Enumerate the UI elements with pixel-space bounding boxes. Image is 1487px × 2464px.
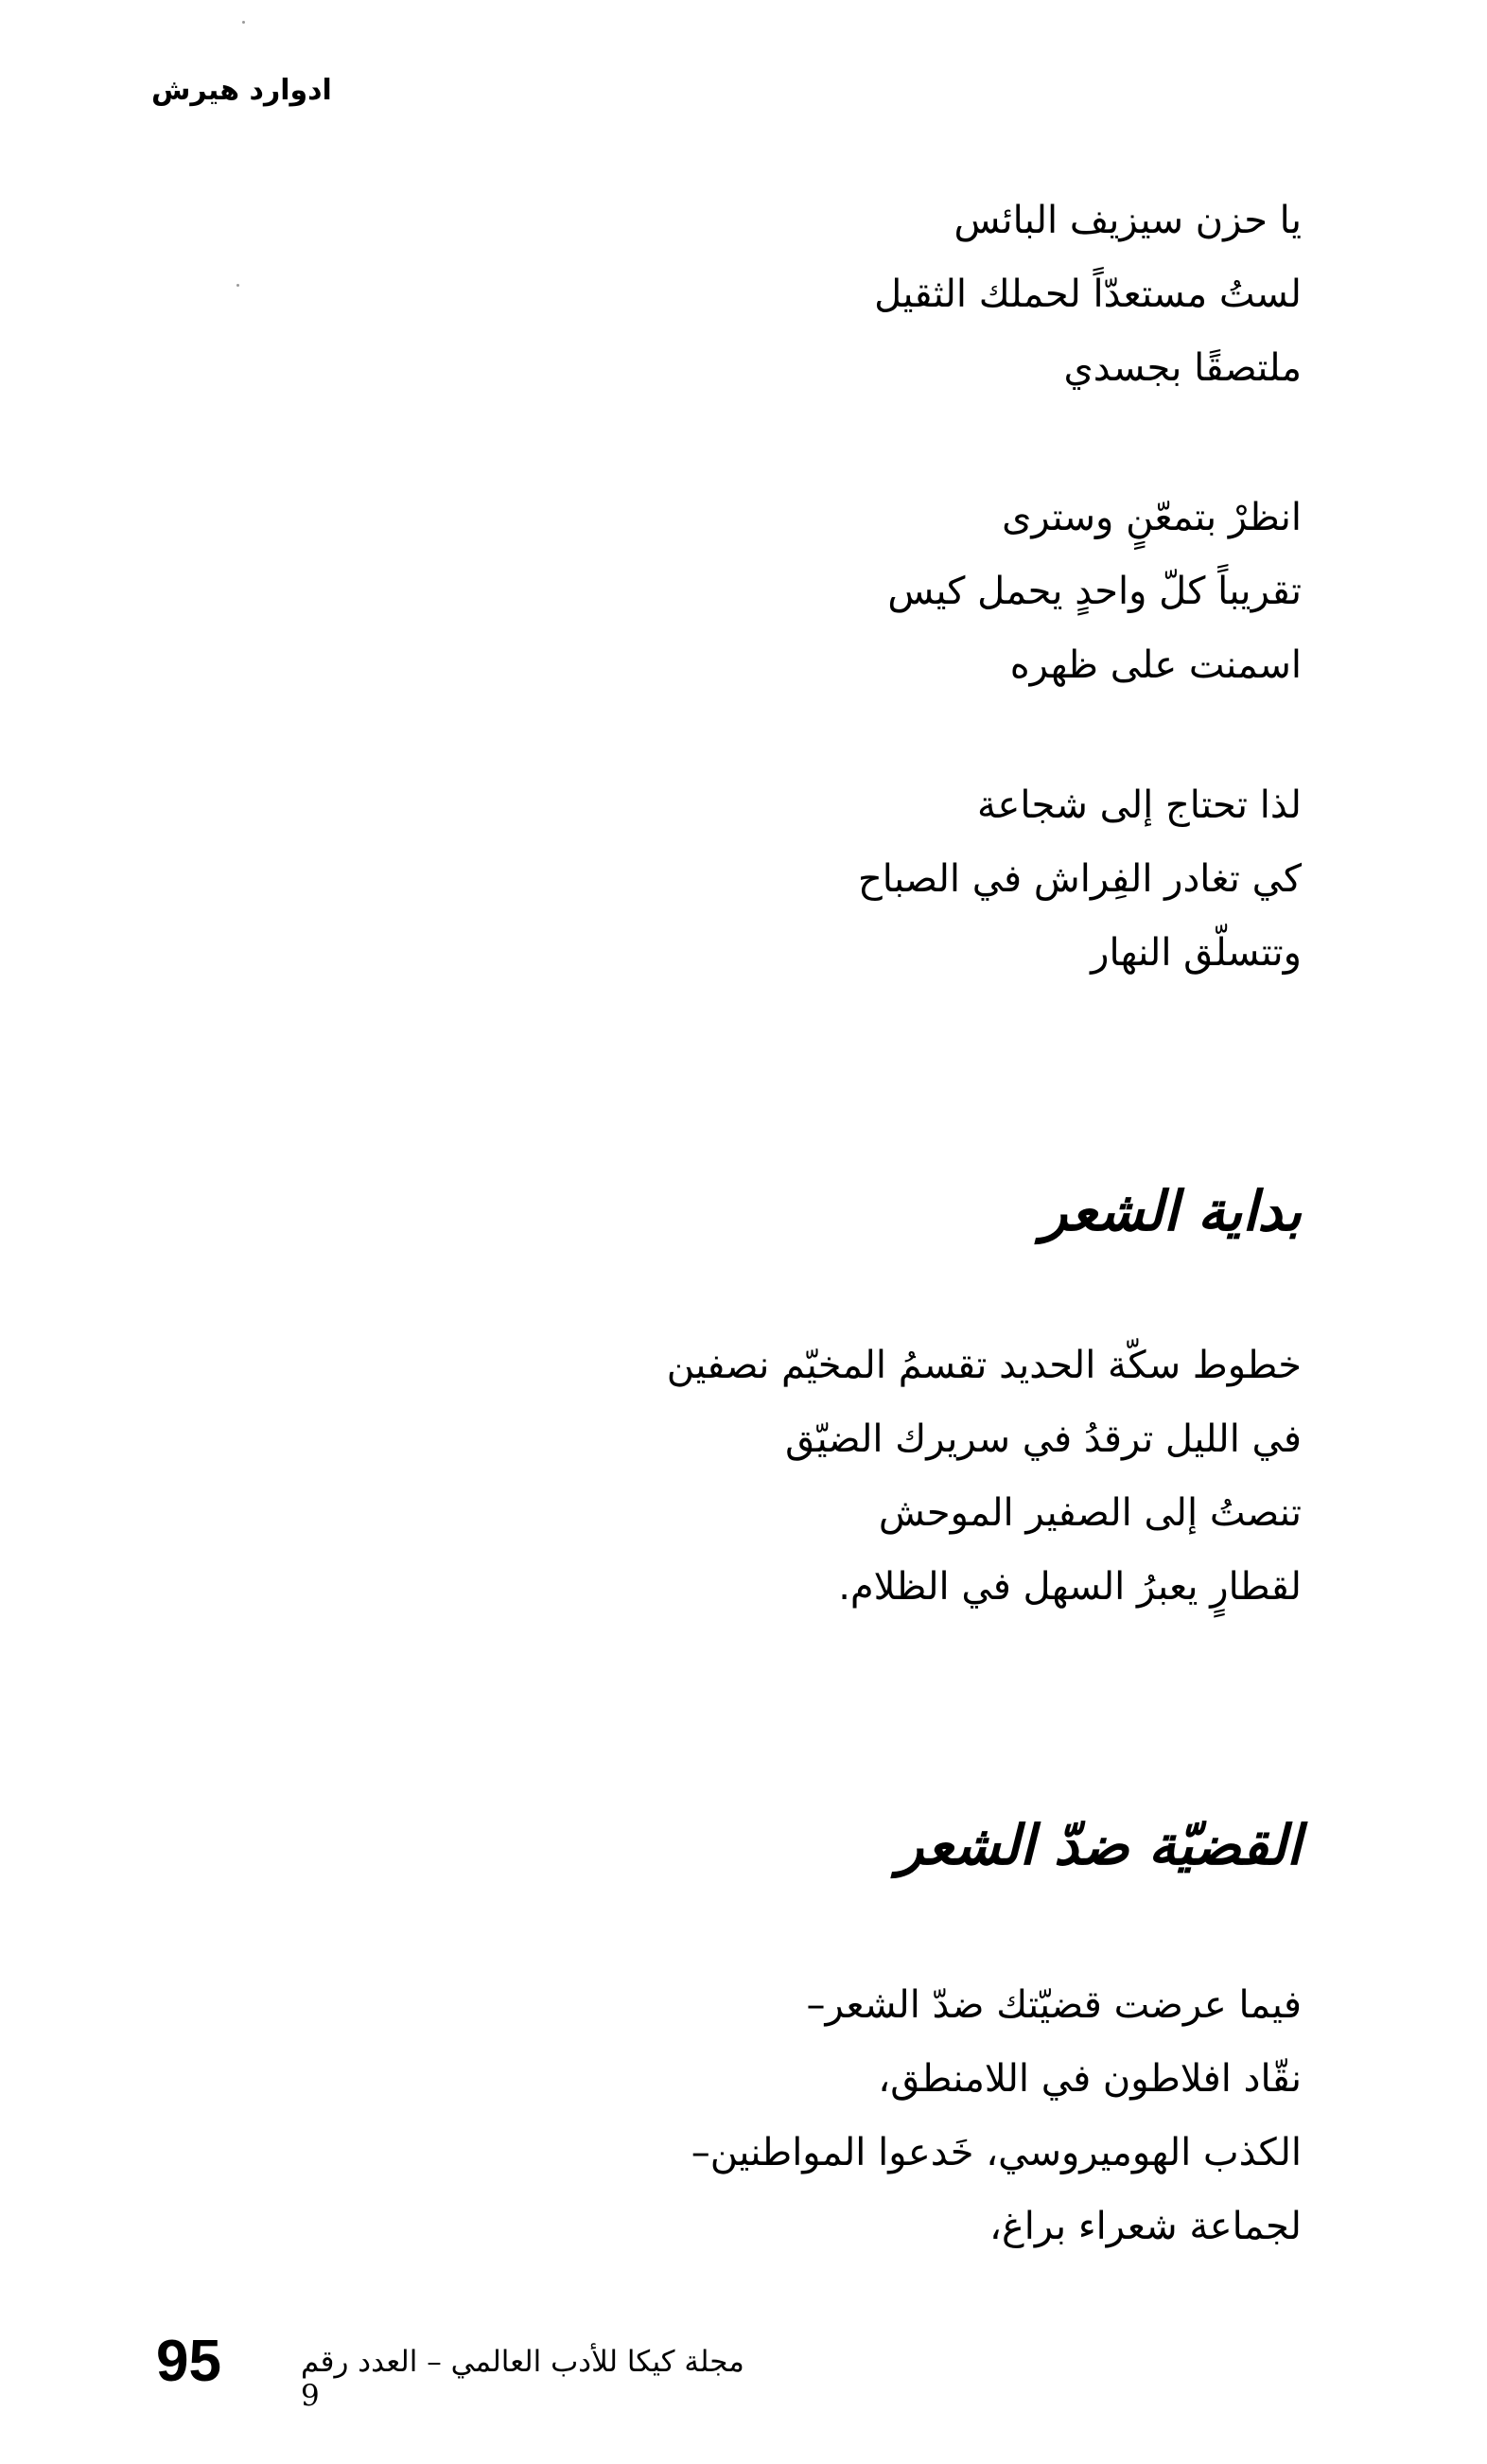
scan-speck <box>236 284 239 287</box>
poem-line: وتتسلّق النهار <box>1091 931 1302 975</box>
poem-line: خطوط سكّة الحديد تقسمُ المخيّم نصفين <box>666 1344 1302 1387</box>
page-number: 95 <box>156 2329 221 2394</box>
poem-line: لقطارٍ يعبرُ السهل في الظلام. <box>838 1565 1302 1609</box>
poem1-stanza-2 <box>887 481 1302 702</box>
poem-line: اسمنت على ظهره <box>1009 643 1302 687</box>
poem2-body <box>667 1329 1302 1624</box>
poem-line: كي تغادر الفِراش في الصباح <box>857 857 1302 901</box>
poem-line: تنصتُ إلى الصفير الموحش <box>878 1491 1302 1535</box>
poem-line: تقريباً كلّ واحدٍ يحمل كيس <box>887 570 1302 613</box>
journal-footer: مجلة كيكا للأدب العالمي – العدد رقم 9 <box>301 2345 744 2413</box>
poem-line: فيما عرضت قضيّتك ضدّ الشعر– <box>806 1983 1302 2027</box>
poem-line: في الليل ترقدُ في سريرك الضيّق <box>785 1417 1302 1461</box>
poem-line: يا حزن سيزيف البائس <box>953 199 1302 242</box>
poem-line: ملتصقًا بجسدي <box>1063 346 1302 390</box>
poem2-title: بداية الشعر <box>1041 1179 1302 1243</box>
poem1-stanza-1 <box>874 184 1302 405</box>
poem3-body <box>691 1968 1302 2263</box>
poem-line: الكذب الهوميروسي، خَدعوا المواطنين– <box>691 2131 1302 2174</box>
poem-line: انظرْ بتمعّنٍ وسترى <box>1002 496 1302 539</box>
poem3-title: القضيّة ضدّ الشعر <box>897 1813 1302 1877</box>
poem-line: لستُ مستعدّاً لحملك الثقيل <box>874 273 1302 316</box>
poem-line: لذا تحتاج إلى شجاعة <box>977 783 1302 827</box>
scan-speck <box>242 21 245 24</box>
poem1-stanza-3 <box>858 768 1302 990</box>
poem-line: لجماعة شعراء براغ، <box>989 2205 1302 2248</box>
poem-line: نقّاد افلاطون في اللامنطق، <box>878 2057 1302 2101</box>
running-header-author: ادوارد هيرش <box>151 74 332 107</box>
